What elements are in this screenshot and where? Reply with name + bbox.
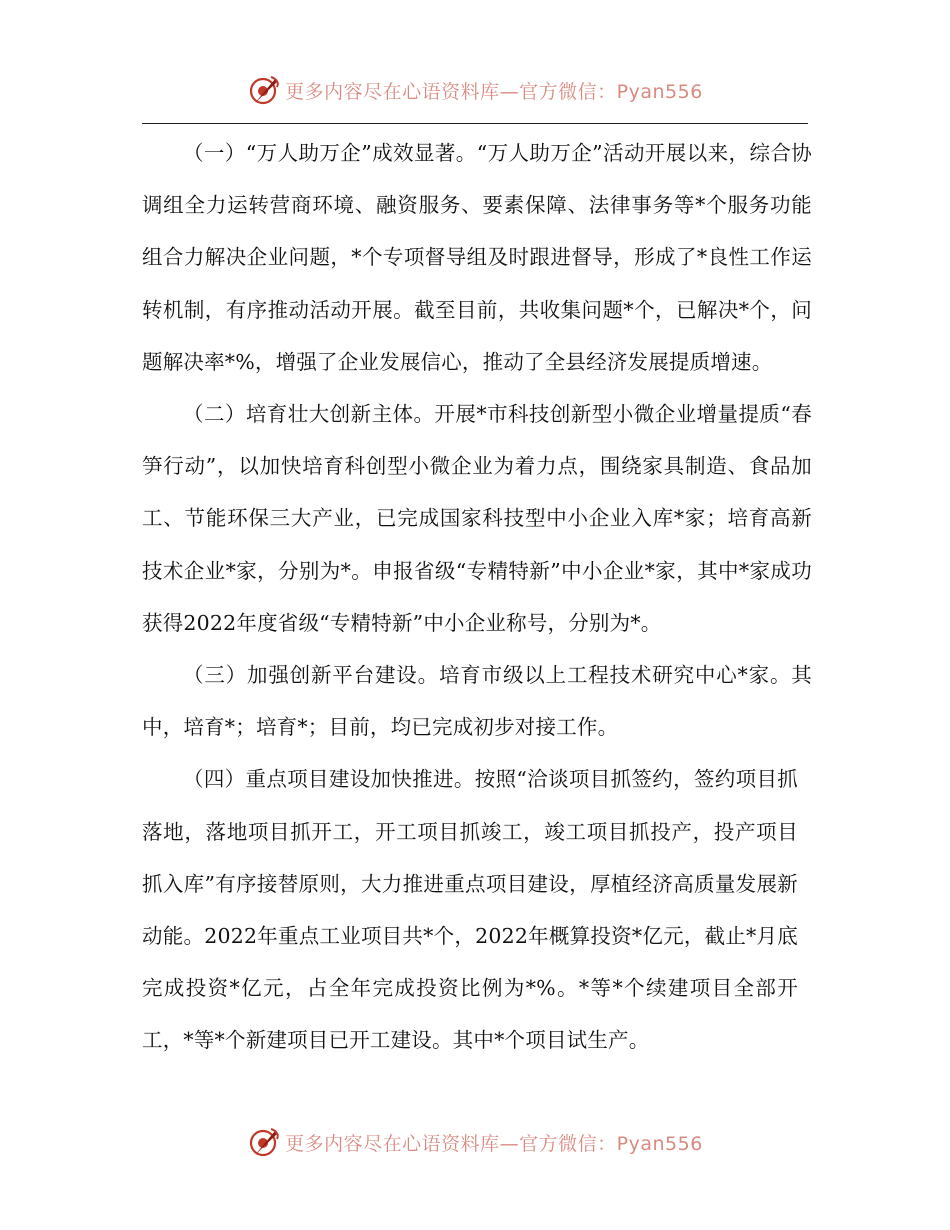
quill-logo-icon — [247, 1125, 281, 1159]
paragraph-3: （三）加强创新平台建设。培育市级以上工程技术研究中心*家。其中，培育*；培育*；目前，均已完成初步对接工作。 — [142, 663, 812, 740]
paragraph-4: （四）重点项目建设加快推进。按照“洽谈项目抓签约，签约项目抓落地，落地项目抓开工，开工项目抓竣工，竣工项目抓投产，投产项目抓入库”有序接替原则，大力推进重点项目建设，厚植经济高质量发展新动能。2022年重点工业项目共*个，2022年概算投资*亿元，截止*月底完成投资*亿元，占全年完成投资比例为*%。*等*个续建项目全部开工，*等*个新建项目已开工建设。其中*个项目试生产。 — [142, 767, 798, 1053]
header-banner — [0, 70, 950, 110]
quill-logo-icon — [247, 73, 281, 107]
header-divider — [142, 123, 808, 124]
footer-banner-text: 更多内容尽在心语资料库—官方微信：Pyan556 — [285, 1132, 703, 1155]
footer-banner — [0, 1122, 950, 1162]
paragraph-1: （一）“万人助万企”成效显著。“万人助万企”活动开展以来，综合协调组全力运转营商环境、融资服务、要素保障、法律事务等*个服务功能组合力解决企业问题，*个专项督导组及时跟进督导，形成了*良性工作运转机制，有序推动活动开展。截至目前，共收集问题*个，已解决*个，问题解决率*%，增强了企业发展信心，推动了全县经济发展提质增速。 — [142, 141, 812, 374]
paragraph-2: （二）培育壮大创新主体。开展*市科技创新型小微企业增量提质“春笋行动”，以加快培育科创型小微企业为着力点，围绕家具制造、食品加工、节能环保三大产业，已完成国家科技型中小企业入库*家；培育高新技术企业*家，分别为*。申报省级“专精特新”中小企业*家，其中*家成功获得2022年度省级“专精特新”中小企业称号，分别为*。 — [142, 402, 812, 635]
document-body — [142, 127, 812, 1067]
header-banner-text: 更多内容尽在心语资料库—官方微信：Pyan556 — [285, 80, 703, 103]
